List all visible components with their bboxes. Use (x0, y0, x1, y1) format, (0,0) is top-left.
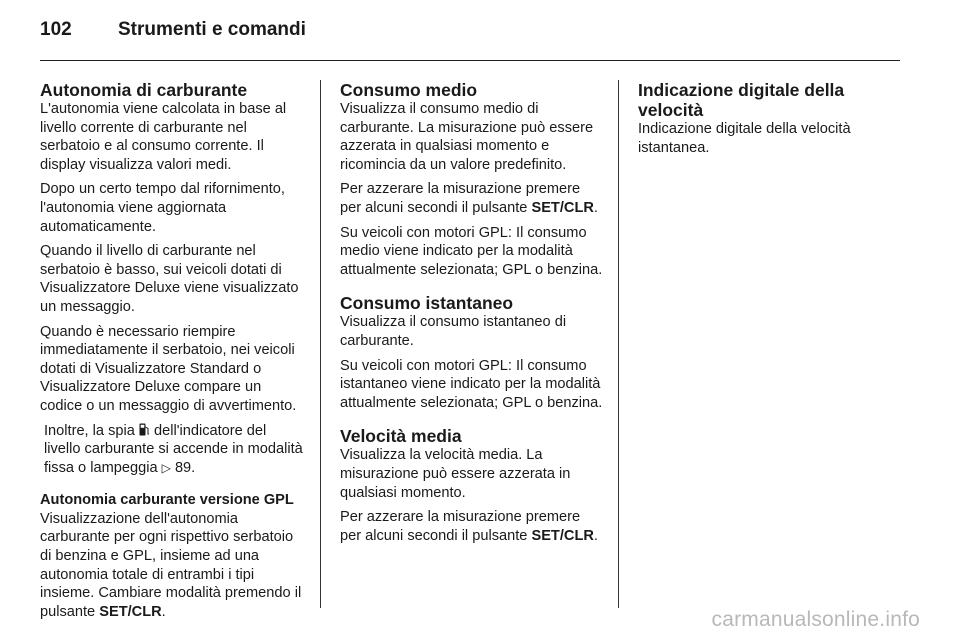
text: Visualizzazione dell'autonomia carburante per ogni rispettivo serbatoio di benzina e GPL, insieme ad una autonomia totale di entrambi i tipi insieme. Cambiare modalità premendo il pulsante (40, 510, 302, 620)
text: dell'indicatore del livello carburante si accende in modalità fissa o lampeggia (44, 422, 303, 476)
paragraph: L'autonomia viene calcolata in base al livello corrente di carburante nel serbatoio e al consumo corrente. Il display visualizza valori medi. (40, 101, 287, 173)
button-label-setclr: SET/CLR (99, 603, 162, 620)
paragraph (340, 508, 604, 545)
paragraph (340, 180, 604, 217)
column-3 (638, 80, 900, 171)
text: Inoltre, la spia (44, 422, 139, 439)
paragraph: Indicazione digitale della velocità istantanea. (638, 121, 851, 156)
text: Per azzerare la misurazione premere per alcuni secondi il pulsante (340, 509, 581, 544)
heading-consumo-istantaneo: Consumo istantaneo (340, 293, 514, 314)
paragraph: Visualizza il consumo medio di carburante. La misurazione può essere azzerata in qualsiasi momento e ricomincia da un valore predefinito. (340, 101, 594, 173)
section-consumo-medio (340, 80, 604, 279)
section-indicazione-digitale (638, 80, 900, 157)
button-label-setclr: SET/CLR (531, 199, 594, 216)
heading-indicazione-digitale: Indicazione digitale della velocità (638, 80, 845, 120)
text: Per azzerare la misurazione premere per alcuni secondi il pulsante (340, 181, 581, 216)
heading-autonomia: Autonomia di carburante (40, 80, 248, 100)
section-consumo-istantaneo (340, 293, 604, 412)
paragraph: Su veicoli con motori GPL: Il consumo istantaneo viene indicato per la modalità attualmente selezionata; GPL o benzina. (340, 357, 603, 411)
section-velocita-media (340, 426, 604, 545)
column-1 (40, 80, 306, 627)
section-gpl (40, 491, 306, 621)
column-divider (618, 80, 619, 608)
heading-consumo-medio: Consumo medio (340, 80, 478, 100)
heading-gpl: Autonomia carburante versione GPL (40, 492, 294, 509)
column-2 (340, 80, 604, 559)
paragraph: Dopo un certo tempo dal rifornimento, l'autonomia viene aggiornata automaticamente. (40, 181, 285, 235)
page-reference: 89. (174, 459, 196, 476)
paragraph: Quando il livello di carburante nel serbatoio è basso, sui veicoli dotati di Visualizzatore Deluxe viene visualizzato un messaggio. (40, 243, 299, 315)
button-label-setclr: SET/CLR (531, 527, 594, 544)
paragraph-warning-light (40, 422, 306, 478)
section-autonomia (40, 80, 306, 477)
header-rule (40, 60, 900, 61)
heading-velocita-media: Velocità media (340, 426, 462, 447)
paragraph: Visualizza la velocità media. La misurazione può essere azzerata in qualsiasi momento. (340, 447, 571, 501)
paragraph: Quando è necessario riempire immediatamente il serbatoio, nei veicoli dotati di Visualizzatore Standard o Visualizzatore Deluxe compare un codice o un messaggio di avvertimento. (40, 323, 297, 414)
paragraph: Su veicoli con motori GPL: Il consumo medio viene indicato per la modalità attualmente selezionata; GPL o benzina. (340, 224, 603, 278)
text: . (593, 199, 598, 216)
paragraph (40, 510, 306, 622)
section-title: Strumenti e comandi (118, 19, 306, 40)
watermark: carmanualsonline.info (711, 608, 920, 631)
fuel-pump-icon (139, 423, 150, 436)
paragraph: Visualizza il consumo istantaneo di carburante. (340, 314, 567, 349)
text: . (161, 603, 166, 620)
column-divider (320, 80, 321, 608)
text: . (593, 527, 598, 544)
page-reference-icon: ▷ (161, 460, 171, 475)
page-number: 102 (40, 19, 72, 40)
